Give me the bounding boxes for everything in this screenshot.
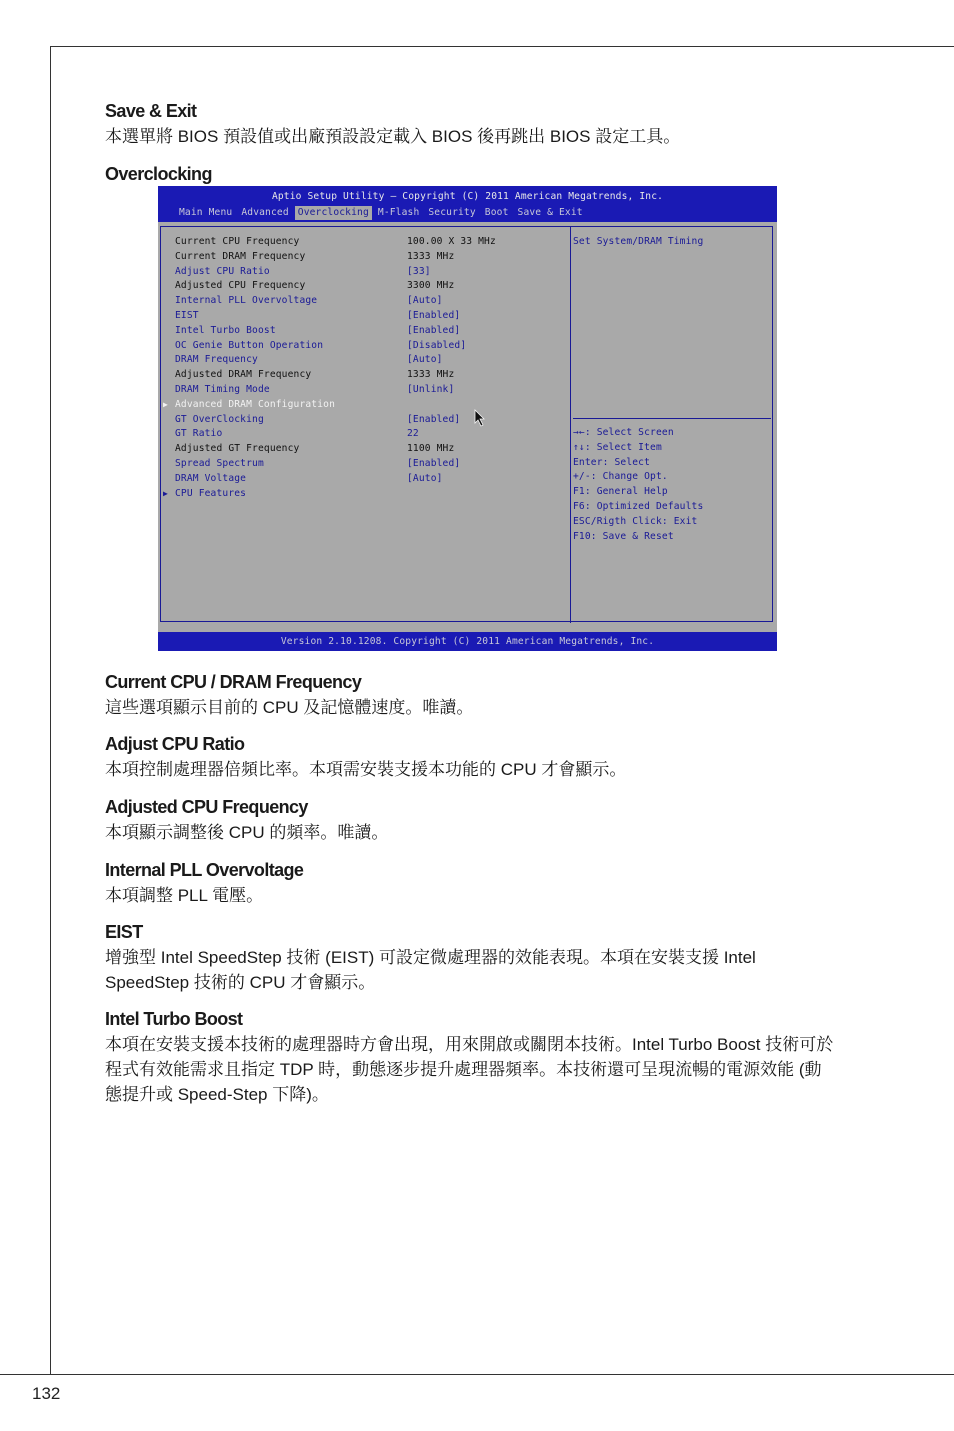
- section-title: Internal PLL Overvoltage: [105, 860, 304, 880]
- section-title: Adjusted CPU Frequency: [105, 797, 308, 817]
- bios-tab-bar: [176, 206, 589, 220]
- section-body: 本項在安裝支援本技術的處理器時方會出現，用來開啟或關閉本技術。Intel Turbo Boost 技術可於程式有效能需求且指定 TDP 時，動態逐步提升處理器頻率。本技術還可呈現流暢的電源效能 (動態提升或 Speed-Step 下降)。: [105, 1035, 834, 1104]
- bios-row-dram-voltage[interactable]: [161, 472, 567, 487]
- bios-help-text: Set System/DRAM Timing: [573, 236, 704, 247]
- bios-row-value[interactable]: [Enabled]: [407, 309, 461, 321]
- bios-row-value[interactable]: [Auto]: [407, 295, 443, 307]
- key-hint: F6: Optimized Defaults: [573, 500, 704, 512]
- bios-row-value[interactable]: [Enabled]: [407, 413, 461, 425]
- bios-title: Aptio Setup Utility – Copyright (C) 2011 American Megatrends, Inc.: [271, 191, 664, 202]
- bios-row-value[interactable]: [Disabled]: [407, 339, 467, 351]
- bios-row-label: Spread Spectrum: [175, 457, 264, 469]
- bios-row-eist[interactable]: [161, 309, 567, 324]
- bios-row-value: 3300 MHz: [407, 280, 455, 292]
- bios-row-dram-timing-mode[interactable]: [161, 383, 567, 398]
- section-eist: [105, 922, 825, 995]
- tab-advanced[interactable]: Advanced: [241, 207, 289, 218]
- bios-row-value: 1100 MHz: [407, 443, 455, 455]
- bios-row-value[interactable]: [Enabled]: [407, 457, 461, 469]
- bios-row-label: DRAM Voltage: [175, 472, 247, 484]
- bios-row-label: Advanced DRAM Configuration: [175, 398, 335, 410]
- bios-row-label: Adjusted CPU Frequency: [175, 280, 306, 292]
- section-cpu-dram-frequency: [105, 672, 835, 720]
- submenu-arrow-icon: ▶: [163, 399, 168, 409]
- bios-row-label: Current DRAM Frequency: [175, 250, 306, 262]
- section-internal-pll-overvoltage: [105, 860, 835, 908]
- section-title: Save & Exit: [105, 101, 197, 121]
- bios-row-label: Adjusted GT Frequency: [175, 443, 300, 455]
- section-adjust-cpu-ratio: [105, 734, 835, 782]
- bios-row-value[interactable]: [Auto]: [407, 354, 443, 366]
- bios-row-label: CPU Features: [175, 487, 247, 499]
- bios-settings-list: [161, 235, 567, 501]
- bios-row-value[interactable]: [33]: [407, 265, 431, 277]
- bios-panel: [160, 226, 773, 622]
- key-hint: Enter: Select: [573, 456, 651, 468]
- section-title: Adjust CPU Ratio: [105, 734, 245, 754]
- bios-row-gt-ratio[interactable]: [161, 427, 567, 442]
- bios-key-legend: [573, 426, 703, 544]
- section-adjusted-cpu-frequency: [105, 797, 835, 845]
- key-hint: ESC/Rigth Click: Exit: [573, 515, 698, 527]
- bios-row-oc-genie-button-operation[interactable]: [161, 339, 567, 354]
- page-number: 132: [32, 1384, 61, 1403]
- bios-row-label: GT Ratio: [175, 428, 223, 440]
- tab-m-flash[interactable]: M-Flash: [377, 207, 420, 218]
- section-title: Current CPU / DRAM Frequency: [105, 672, 362, 692]
- bios-row-label: Intel Turbo Boost: [175, 324, 276, 336]
- bios-row-label: DRAM Frequency: [175, 354, 258, 366]
- tab-main-menu[interactable]: Main Menu: [179, 207, 233, 218]
- section-save-exit: [105, 101, 835, 149]
- bios-row-current-cpu-frequency: [161, 235, 567, 250]
- bios-row-current-dram-frequency: [161, 250, 567, 265]
- section-body: 本選單將 BIOS 預設值或出廠預設設定載入 BIOS 後再跳出 BIOS 設定工具。: [105, 127, 681, 146]
- section-title: EIST: [105, 922, 143, 942]
- key-hint: +/-: Change Opt.: [573, 471, 668, 483]
- bios-row-adjusted-cpu-frequency: [161, 279, 567, 294]
- bios-help-divider: [573, 418, 771, 419]
- bios-row-value[interactable]: [Enabled]: [407, 324, 461, 336]
- bios-row-value[interactable]: [Unlink]: [407, 383, 455, 395]
- submenu-arrow-icon: ▶: [163, 488, 168, 498]
- bios-row-label: Adjusted DRAM Frequency: [175, 369, 312, 381]
- page-frame-top: [50, 46, 954, 47]
- bios-row-label: Internal PLL Overvoltage: [175, 295, 318, 307]
- bios-row-value: 100.00 X 33 MHz: [407, 236, 496, 247]
- bios-row-adjust-cpu-ratio[interactable]: [161, 265, 567, 280]
- bios-row-cpu-features[interactable]: [161, 487, 567, 502]
- section-overclocking: [105, 164, 835, 185]
- bios-row-adjusted-gt-frequency: [161, 442, 567, 457]
- section-title: Intel Turbo Boost: [105, 1009, 243, 1029]
- section-body: 增強型 Intel SpeedStep 技術 (EIST) 可設定微處理器的效能表現。本項在安裝支援 Intel SpeedStep 技術的 CPU 才會顯示。: [105, 948, 756, 992]
- key-hint: →←: Select Screen: [573, 427, 674, 438]
- bios-row-advanced-dram-configuration[interactable]: [161, 398, 567, 413]
- section-body: 本項控制處理器倍頻比率。本項需安裝支援本功能的 CPU 才會顯示。: [105, 760, 627, 779]
- bios-header: [158, 186, 777, 222]
- bios-row-spread-spectrum[interactable]: [161, 457, 567, 472]
- tab-boot[interactable]: Boot: [484, 207, 509, 218]
- section-body: 本項顯示調整後 CPU 的頻率。唯讀。: [105, 823, 389, 842]
- bios-row-label: Adjust CPU Ratio: [175, 265, 270, 277]
- bios-row-value: 1333 MHz: [407, 250, 455, 262]
- section-body: 這些選項顯示目前的 CPU 及記憶體速度。唯讀。: [105, 698, 474, 717]
- mouse-pointer-icon: [474, 409, 486, 427]
- bios-row-label: Current CPU Frequency: [175, 236, 300, 247]
- bios-row-adjusted-dram-frequency: [161, 368, 567, 383]
- bios-row-label: DRAM Timing Mode: [175, 383, 270, 395]
- key-hint: ↑↓: Select Item: [573, 441, 662, 453]
- bios-row-gt-overclocking[interactable]: [161, 413, 567, 428]
- bios-row-intel-turbo-boost[interactable]: [161, 324, 567, 339]
- tab-security[interactable]: Security: [428, 207, 476, 218]
- section-body: 本項調整 PLL 電壓。: [105, 886, 264, 905]
- bios-footer: Version 2.10.1208. Copyright (C) 2011 American Megatrends, Inc.: [158, 632, 777, 651]
- key-hint: F1: General Help: [573, 486, 668, 498]
- bios-row-value[interactable]: 22: [407, 428, 419, 440]
- tab-save-exit[interactable]: Save & Exit: [517, 207, 583, 218]
- section-intel-turbo-boost: [105, 1009, 835, 1107]
- bios-panel-divider: [570, 227, 571, 623]
- page-frame-left: [50, 46, 51, 1374]
- page-frame-bottom: [0, 1374, 954, 1375]
- bios-row-label: OC Genie Button Operation: [175, 339, 324, 351]
- key-hint: F10: Save & Reset: [573, 530, 674, 542]
- tab-overclocking[interactable]: Overclocking: [295, 206, 372, 220]
- bios-screen: [158, 186, 777, 651]
- bios-row-value: 1333 MHz: [407, 369, 455, 381]
- bios-row-dram-frequency[interactable]: [161, 353, 567, 368]
- bios-row-internal-pll-overvoltage[interactable]: [161, 294, 567, 309]
- section-title: Overclocking: [105, 164, 212, 184]
- bios-row-label: GT OverClocking: [175, 413, 264, 425]
- bios-row-value[interactable]: [Auto]: [407, 472, 443, 484]
- bios-row-label: EIST: [175, 309, 199, 321]
